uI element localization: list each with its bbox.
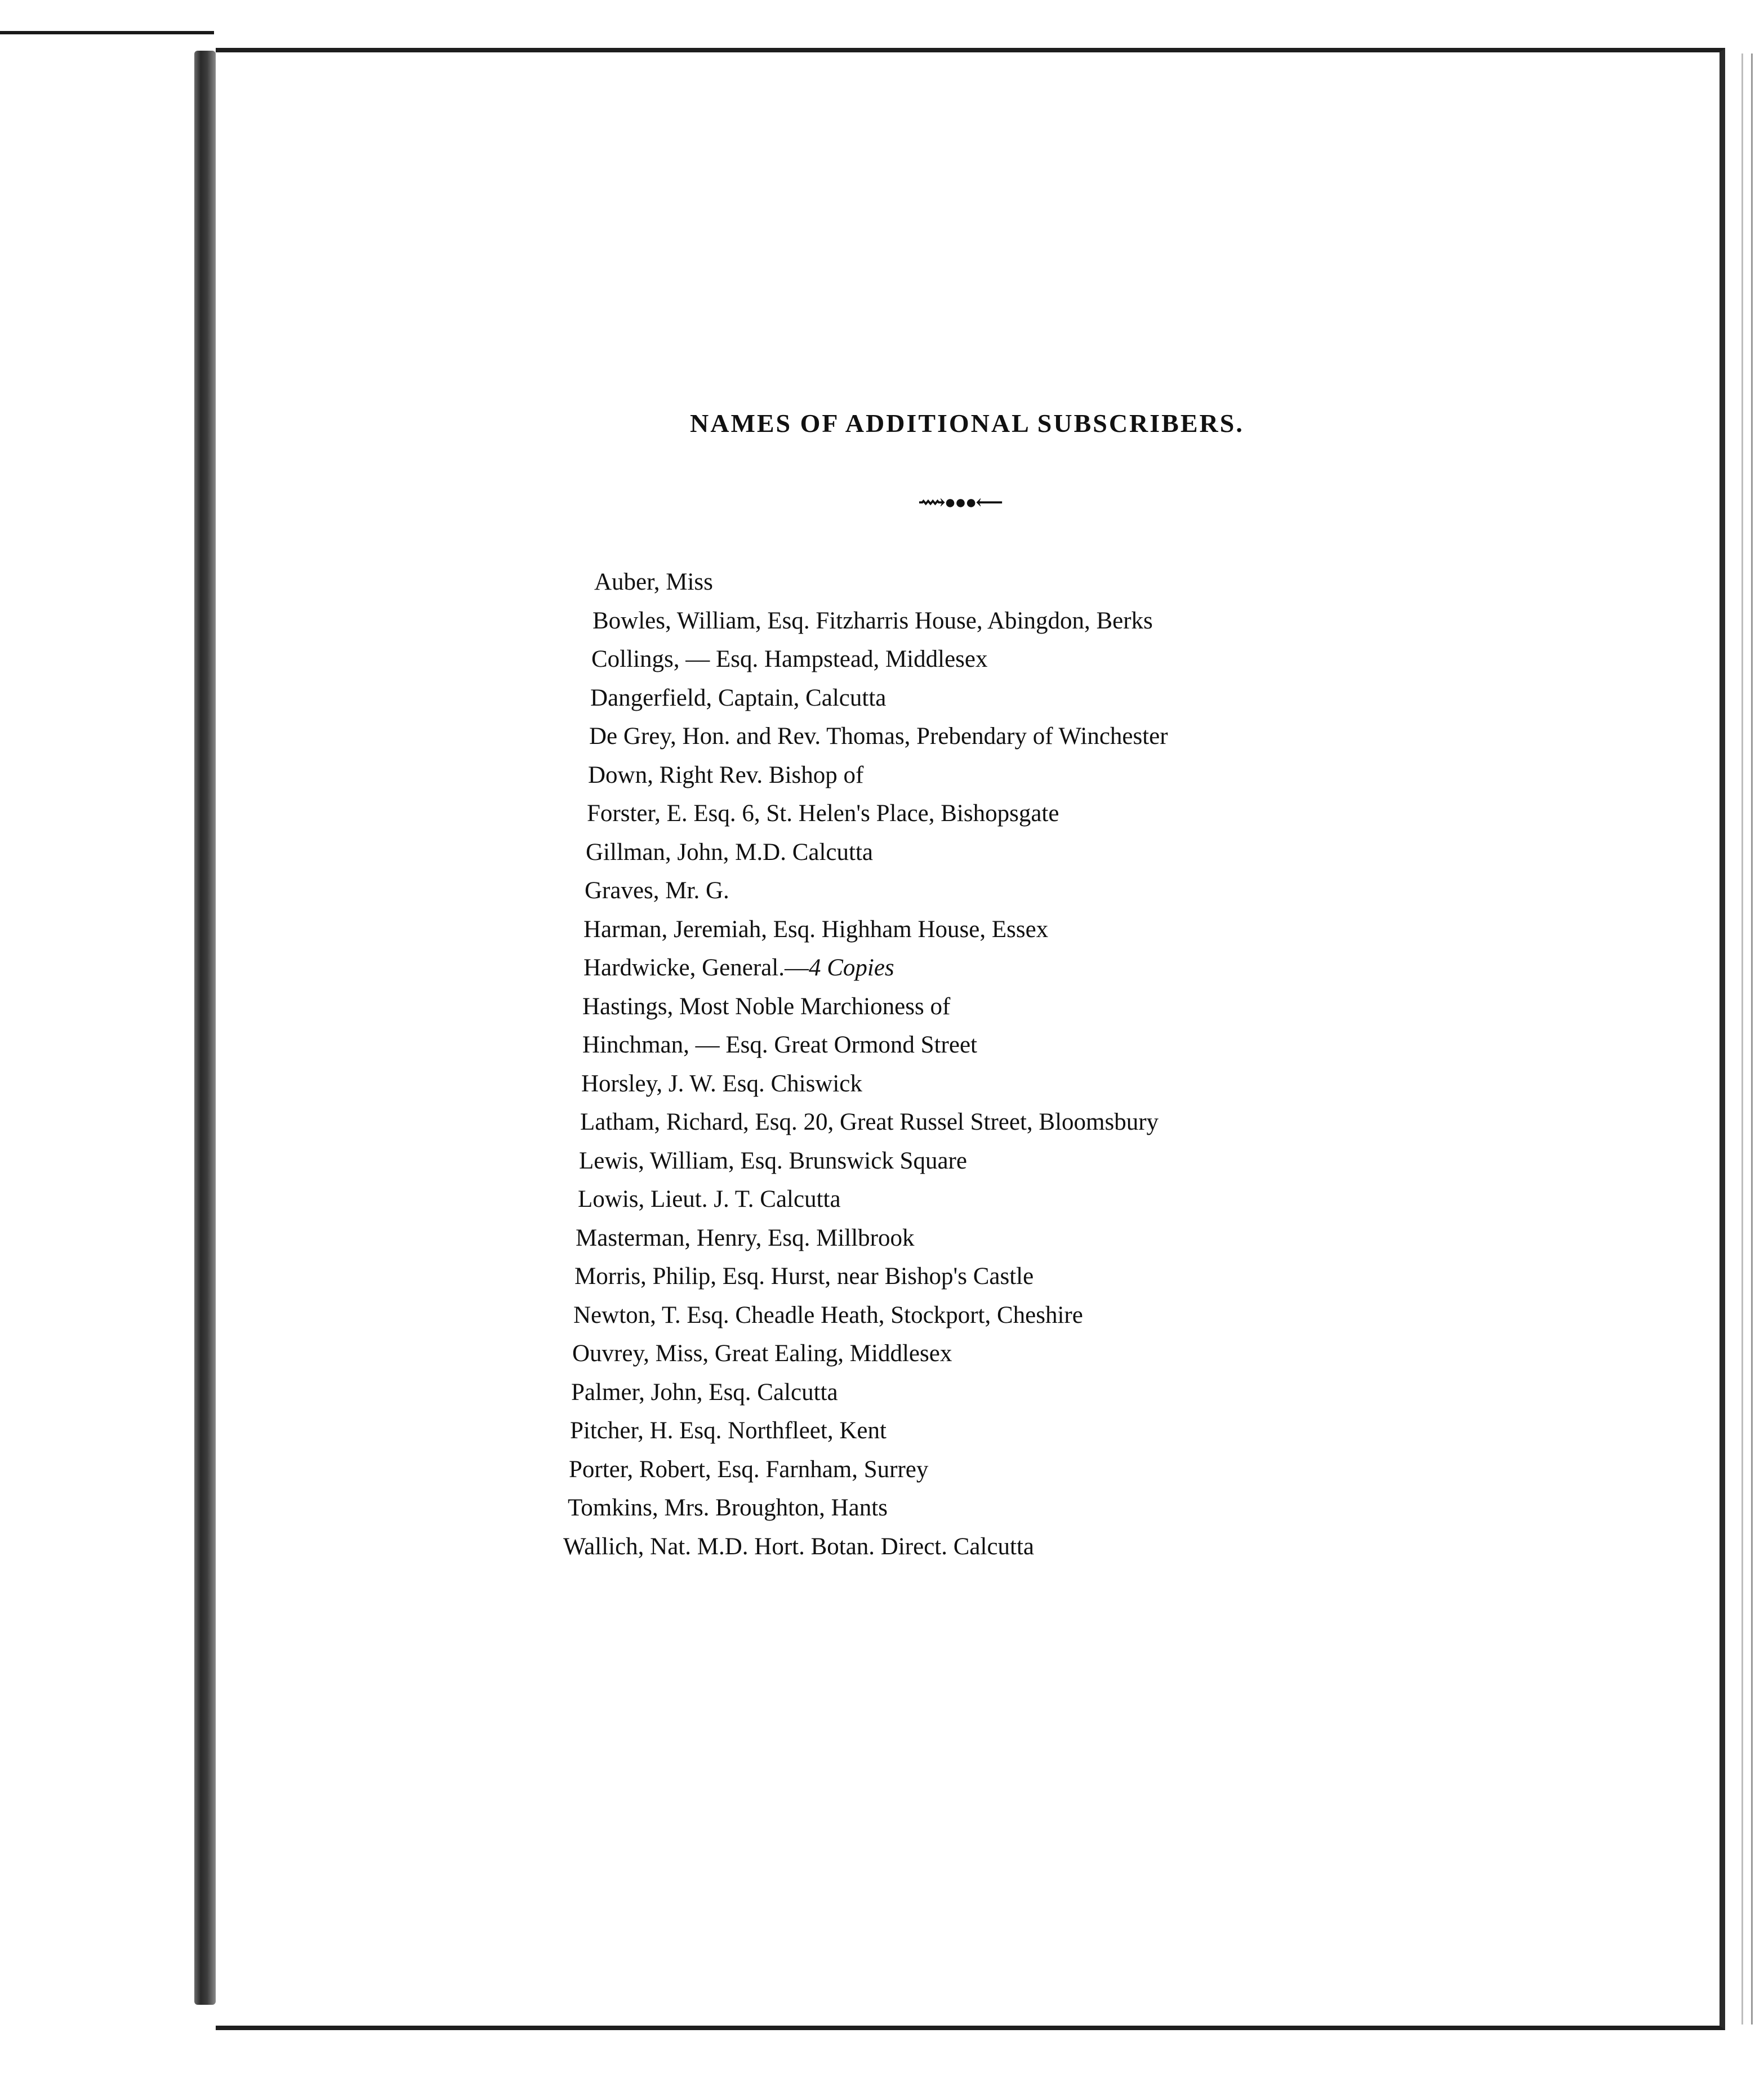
- subscriber-name: Harman, Jeremiah, Esq. Highham House, Essex: [583, 916, 1049, 943]
- subscriber-entry: [574, 1257, 1295, 1296]
- subscriber-name: Down, Right Rev. Bishop of: [588, 761, 864, 788]
- subscriber-entry: [583, 911, 1295, 949]
- subscriber-name: Newton, T. Esq. Cheadle Heath, Stockport, Cheshire: [573, 1301, 1083, 1328]
- subscriber-entry: [580, 1103, 1295, 1142]
- subscriber-name: Masterman, Henry, Esq. Millbrook: [576, 1224, 915, 1251]
- subscriber-entry: [591, 640, 1295, 679]
- subscriber-entry: [579, 1142, 1295, 1181]
- subscriber-name: De Grey, Hon. and Rev. Thomas, Prebendary of Winchester: [589, 723, 1168, 750]
- subscriber-entry: [582, 1026, 1295, 1065]
- page-edge: [1741, 53, 1753, 2025]
- subscriber-name: Forster, E. Esq. 6, St. Helen's Place, Bishopsgate: [587, 800, 1059, 827]
- binding-gutter: [0, 0, 214, 2078]
- subscriber-entry: [589, 717, 1295, 756]
- subscriber-name: Horsley, J. W. Esq. Chiswick: [581, 1070, 862, 1097]
- subscriber-name: Porter, Robert, Esq. Farnham, Surrey: [569, 1456, 929, 1483]
- subscriber-entry: [588, 756, 1295, 795]
- subscriber-entry: [586, 833, 1295, 872]
- subscriber-copies: 4 Copies: [808, 955, 894, 981]
- subscriber-name: Hardwicke, General.—: [583, 955, 809, 981]
- subscriber-entry: [583, 949, 1295, 988]
- subscriber-entry: [582, 988, 1295, 1027]
- subscriber-name: Lowis, Lieut. J. T. Calcutta: [578, 1186, 841, 1212]
- subscriber-name: Wallich, Nat. M.D. Hort. Botan. Direct. Calcutta: [563, 1533, 1035, 1560]
- subscriber-entry: [573, 1296, 1295, 1335]
- subscriber-entry: [593, 602, 1295, 641]
- subscriber-entry: [578, 1180, 1295, 1219]
- subscriber-name: Morris, Philip, Esq. Hurst, near Bishop's Castle: [574, 1263, 1034, 1290]
- subscriber-entry: [570, 1412, 1295, 1451]
- subscriber-entry: [568, 1489, 1295, 1528]
- subscriber-name: Ouvrey, Miss, Great Ealing, Middlesex: [572, 1340, 952, 1367]
- subscriber-name: Hastings, Most Noble Marchioness of: [582, 993, 951, 1020]
- subscriber-entry: [581, 1065, 1295, 1104]
- subscriber-name: Lewis, William, Esq. Brunswick Square: [579, 1147, 967, 1174]
- subscriber-list: [563, 563, 1295, 1566]
- subscriber-name: Auber, Miss: [594, 569, 713, 595]
- subscriber-entry: [594, 563, 1295, 602]
- subscriber-name: Palmer, John, Esq. Calcutta: [571, 1379, 838, 1406]
- subscriber-name: Collings, — Esq. Hampstead, Middlesex: [591, 646, 988, 672]
- ornament-divider: ⟿●●●⟵: [918, 492, 1003, 513]
- subscriber-name: Latham, Richard, Esq. 20, Great Russel Street, Bloomsbury: [580, 1109, 1159, 1135]
- subscriber-entry: [572, 1335, 1295, 1374]
- subscriber-entry: [571, 1374, 1295, 1412]
- subscriber-name: Bowles, William, Esq. Fitzharris House, Abingdon, Berks: [593, 607, 1153, 634]
- binding-fold: [194, 51, 216, 2005]
- page-title: NAMES OF ADDITIONAL SUBSCRIBERS.: [690, 409, 1244, 438]
- subscriber-name: Gillman, John, M.D. Calcutta: [586, 839, 873, 866]
- subscriber-name: Graves, Mr. G.: [585, 877, 729, 904]
- subscriber-entry: [587, 795, 1295, 833]
- subscriber-name: Dangerfield, Captain, Calcutta: [590, 684, 887, 711]
- subscriber-entry: [569, 1451, 1295, 1490]
- subscriber-entry: [585, 872, 1295, 911]
- subscriber-entry: [576, 1219, 1295, 1258]
- subscriber-name: Hinchman, — Esq. Great Ormond Street: [582, 1032, 977, 1058]
- subscriber-entry: [563, 1528, 1295, 1567]
- subscriber-name: Tomkins, Mrs. Broughton, Hants: [568, 1495, 888, 1521]
- gutter-top-edge: [0, 31, 214, 34]
- subscriber-name: Pitcher, H. Esq. Northfleet, Kent: [570, 1417, 887, 1444]
- subscriber-entry: [590, 679, 1295, 718]
